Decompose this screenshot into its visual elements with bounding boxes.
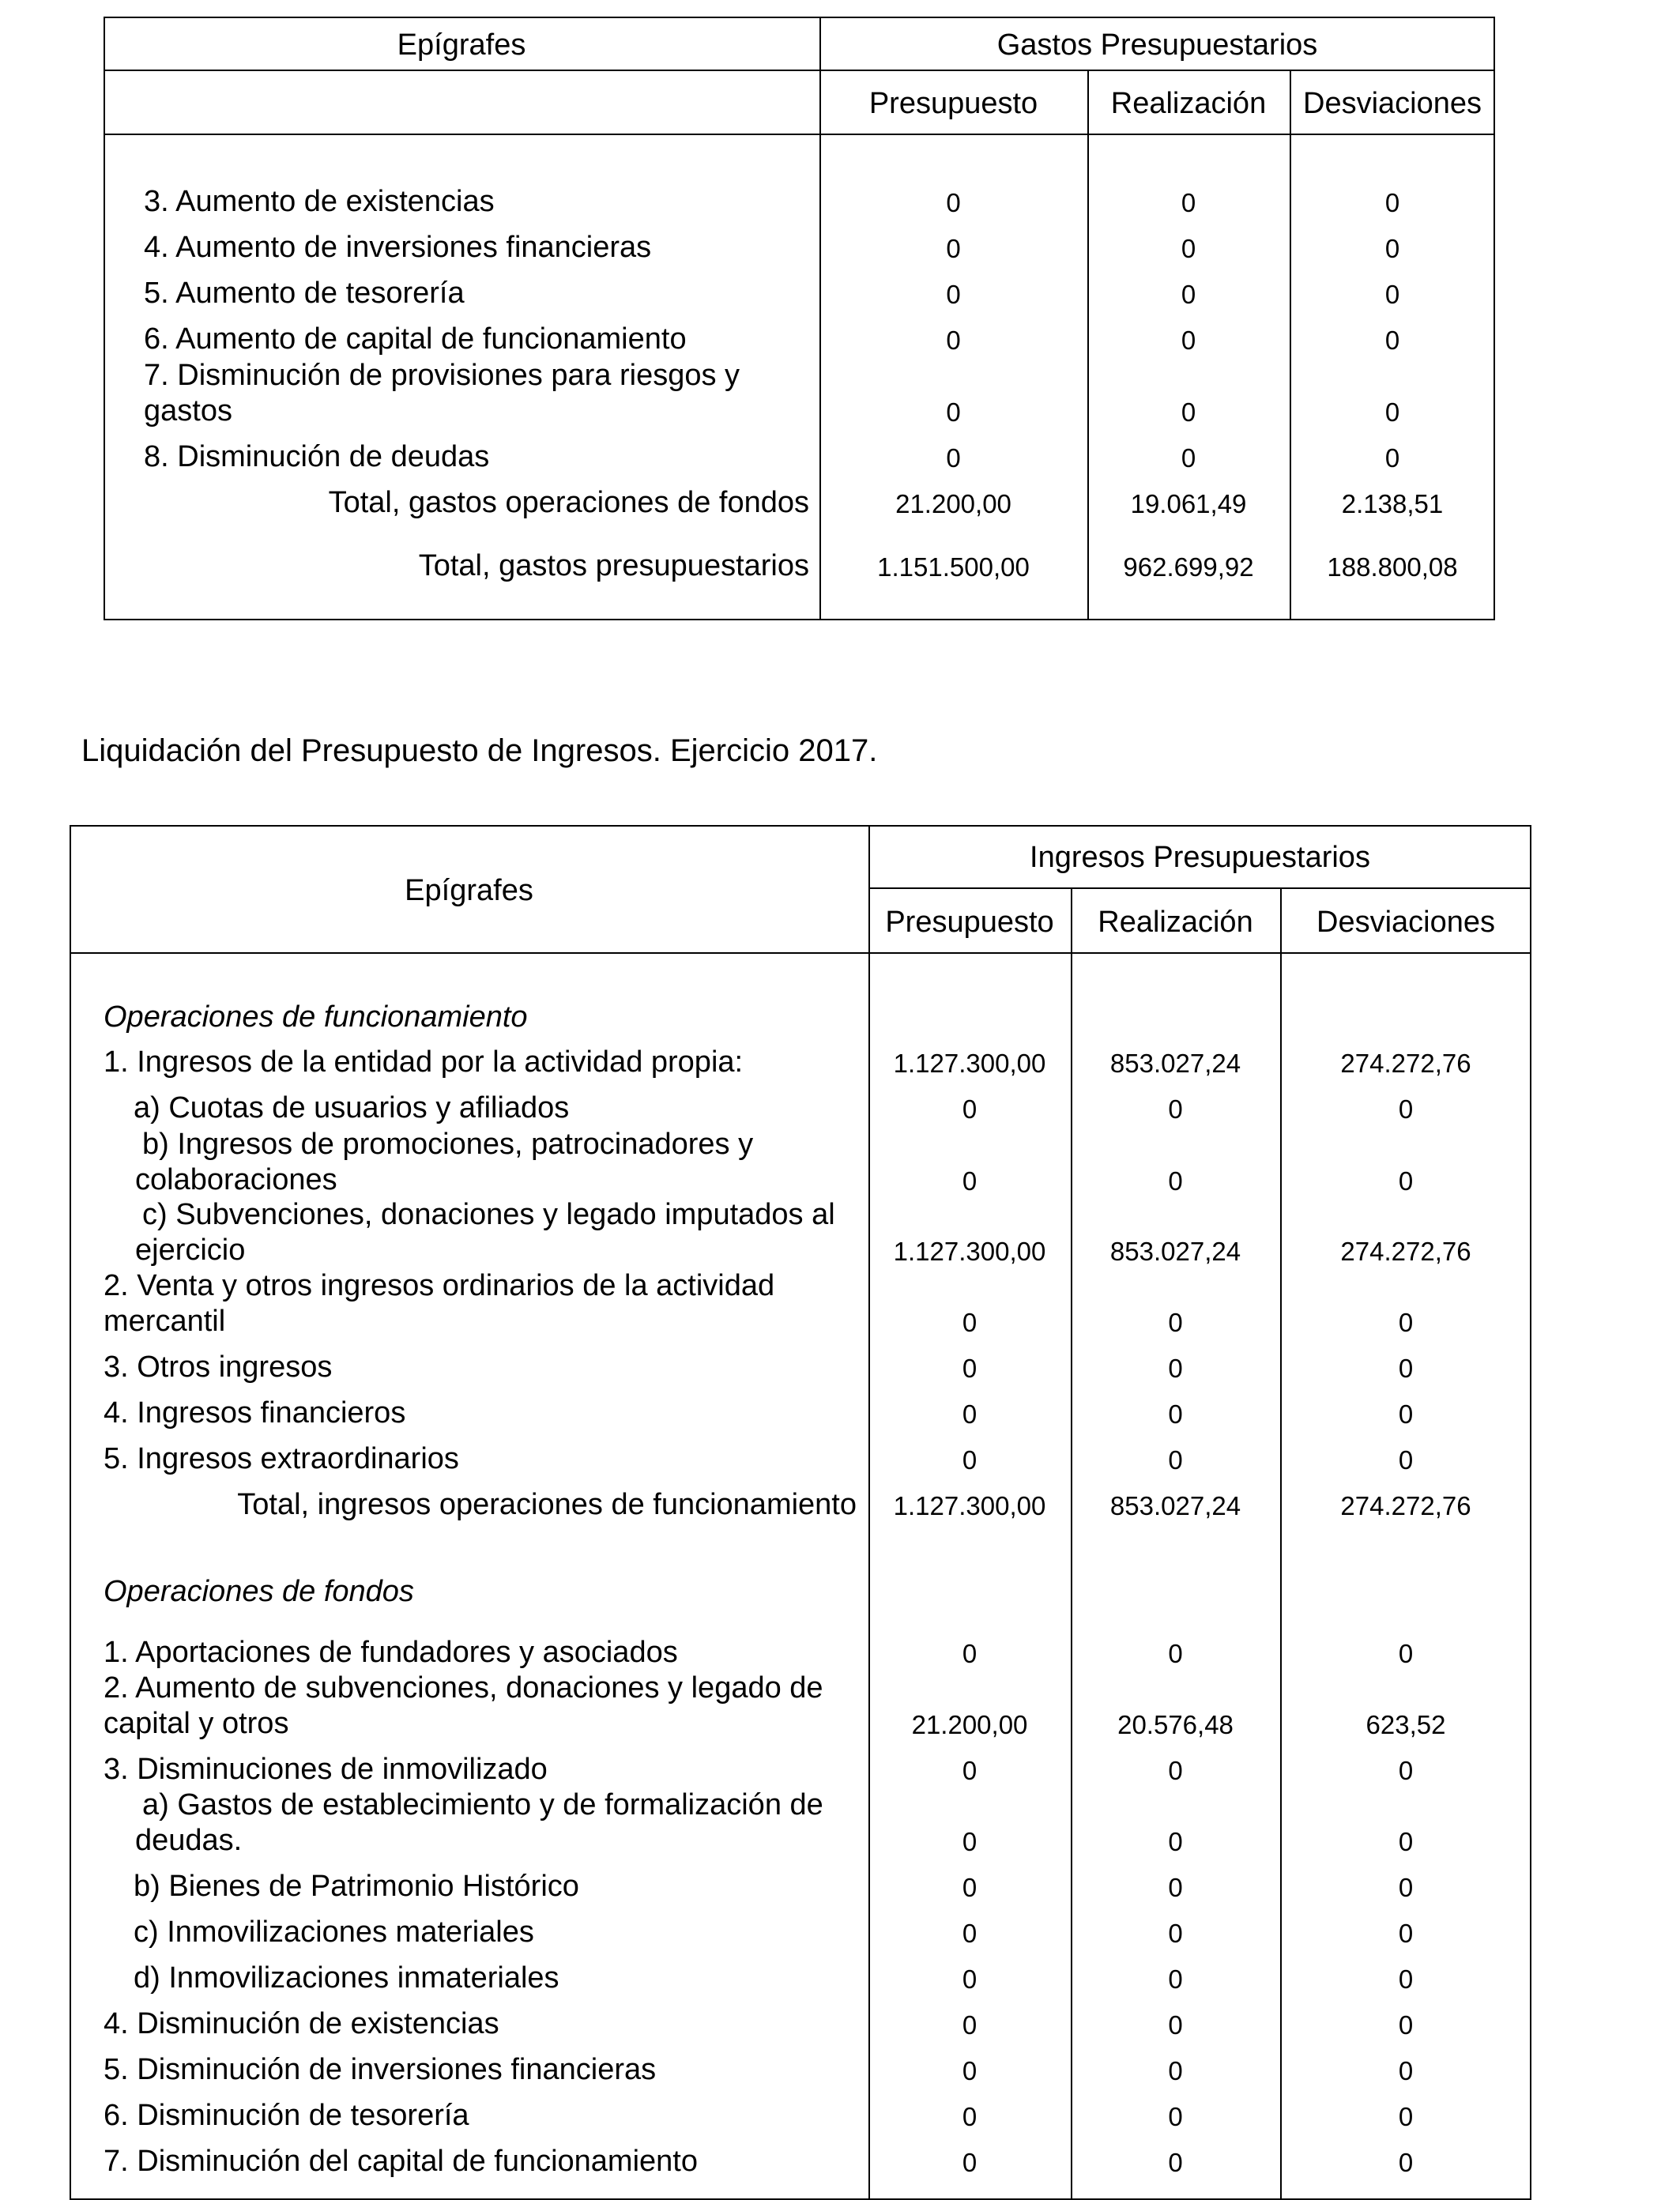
row-label-total: Total, ingresos operaciones de funcionamiento [237, 1488, 857, 1521]
cell-presupuesto: 1.127.300,00 [893, 1049, 1046, 1078]
col-presupuesto: Presupuesto [868, 87, 1038, 120]
cell-realizacion: 0 [1168, 1354, 1183, 1383]
cell-desviaciones: 0 [1398, 1827, 1414, 1856]
cell-realizacion: 19.061,49 [1130, 489, 1247, 518]
row-label-total: Total, gastos presupuestarios [418, 549, 809, 582]
cell-realizacion: 962.699,92 [1123, 552, 1254, 582]
row-label: 1. Ingresos de la entidad por la actividad propia: [104, 1045, 744, 1079]
cell-desviaciones: 2.138,51 [1341, 489, 1444, 518]
cell-presupuesto: 0 [962, 1354, 977, 1383]
cell-realizacion: 853.027,24 [1109, 1237, 1241, 1266]
cell-realizacion: 0 [1168, 1965, 1183, 1994]
row-label: 2. Aumento de subvenciones, donaciones y legado de [104, 1671, 823, 1705]
row-label: b) Ingresos de promociones, patrocinadores y [142, 1128, 754, 1161]
row-label: 8. Disminución de deudas [144, 440, 490, 473]
cell-presupuesto: 21.200,00 [895, 489, 1011, 518]
cell-desviaciones: 0 [1384, 188, 1400, 217]
row-label: 3. Aumento de existencias [144, 185, 495, 218]
cell-presupuesto: 1.127.300,00 [893, 1491, 1046, 1520]
cell-desviaciones: 0 [1398, 2010, 1414, 2040]
cell-realizacion: 0 [1168, 1827, 1183, 1856]
cell-presupuesto: 0 [946, 234, 961, 263]
row-label: 3. Disminuciones de inmovilizado [104, 1753, 548, 1786]
divider [70, 952, 1531, 954]
row-label: 3. Otros ingresos [104, 1351, 333, 1384]
cell-presupuesto: 0 [962, 1639, 977, 1668]
row-label: 2. Venta y otros ingresos ordinarios de la actividad [104, 1269, 775, 1302]
row-label: a) Gastos de establecimiento y de formalización de [142, 1788, 823, 1821]
cell-desviaciones: 0 [1398, 1639, 1414, 1668]
cell-presupuesto: 0 [962, 1308, 977, 1337]
cell-presupuesto: 1.151.500,00 [877, 552, 1030, 582]
cell-presupuesto: 0 [962, 1873, 977, 1902]
cell-desviaciones: 274.272,76 [1340, 1049, 1471, 1078]
cell-realizacion: 0 [1181, 188, 1196, 217]
cell-presupuesto: 0 [962, 1445, 977, 1475]
cell-realizacion: 853.027,24 [1109, 1491, 1241, 1520]
row-label-continued: colaboraciones [135, 1163, 337, 1196]
cell-desviaciones: 188.800,08 [1327, 552, 1458, 582]
cell-realizacion: 0 [1168, 1094, 1183, 1124]
row-label: 6. Aumento de capital de funcionamiento [144, 322, 687, 356]
row-label: 4. Disminución de existencias [104, 2007, 499, 2040]
cell-realizacion: 20.576,48 [1117, 1710, 1234, 1739]
header-gastos-presupuestarios: Gastos Presupuestarios [996, 28, 1318, 62]
divider [868, 887, 1531, 889]
divider [1071, 889, 1072, 2200]
row-label: 5. Aumento de tesorería [144, 277, 465, 310]
cell-desviaciones: 0 [1398, 1919, 1414, 1948]
cell-desviaciones: 274.272,76 [1340, 1491, 1471, 1520]
cell-desviaciones: 0 [1398, 1354, 1414, 1383]
cell-presupuesto: 0 [946, 188, 961, 217]
cell-realizacion: 0 [1181, 234, 1196, 263]
row-label: 5. Ingresos extraordinarios [104, 1442, 459, 1475]
col-desviaciones: Desviaciones [1303, 87, 1482, 120]
cell-realizacion: 0 [1168, 1756, 1183, 1785]
cell-desviaciones: 623,52 [1365, 1710, 1446, 1739]
row-label-total: Total, gastos operaciones de fondos [328, 486, 809, 519]
cell-realizacion: 0 [1181, 280, 1196, 309]
row-label: 4. Ingresos financieros [104, 1396, 406, 1430]
cell-presupuesto: 0 [962, 1399, 977, 1429]
header-ingresos-presupuestarios: Ingresos Presupuestarios [1030, 841, 1370, 874]
cell-desviaciones: 0 [1398, 1308, 1414, 1337]
row-label: b) Bienes de Patrimonio Histórico [134, 1870, 579, 1903]
cell-realizacion: 0 [1181, 326, 1196, 355]
col-realizacion: Realización [1110, 87, 1267, 120]
row-label: 1. Aportaciones de fundadores y asociados [104, 1636, 678, 1669]
cell-realizacion: 853.027,24 [1109, 1049, 1241, 1078]
cell-realizacion: 0 [1168, 2148, 1183, 2177]
cell-presupuesto: 0 [962, 2010, 977, 2040]
cell-realizacion: 0 [1168, 1166, 1183, 1196]
cell-presupuesto: 0 [962, 1094, 977, 1124]
cell-realizacion: 0 [1168, 2056, 1183, 2085]
cell-presupuesto: 0 [946, 443, 961, 473]
cell-realizacion: 0 [1168, 1919, 1183, 1948]
row-label: 6. Disminución de tesorería [104, 2099, 469, 2132]
cell-desviaciones: 0 [1398, 1166, 1414, 1196]
row-label: 7. Disminución de provisiones para riesgos y [144, 359, 740, 392]
income-section-title: Liquidación del Presupuesto de Ingresos. Ejercicio 2017. [81, 733, 878, 768]
cell-presupuesto: 21.200,00 [911, 1710, 1028, 1739]
cell-desviaciones: 274.272,76 [1340, 1237, 1471, 1266]
divider [104, 134, 1495, 135]
cell-realizacion: 0 [1168, 2010, 1183, 2040]
cell-presupuesto: 0 [962, 1166, 977, 1196]
cell-realizacion: 0 [1168, 1873, 1183, 1902]
cell-presupuesto: 1.127.300,00 [893, 1237, 1046, 1266]
cell-presupuesto: 0 [962, 1965, 977, 1994]
row-label: 7. Disminución del capital de funcionamiento [104, 2145, 698, 2178]
cell-desviaciones: 0 [1384, 443, 1400, 473]
row-label-continued: gastos [144, 394, 232, 428]
section-heading-fondos: Operaciones de fondos [104, 1575, 414, 1608]
cell-desviaciones: 0 [1398, 1873, 1414, 1902]
cell-realizacion: 0 [1181, 397, 1196, 427]
row-label-continued: mercantil [104, 1305, 226, 1338]
cell-desviaciones: 0 [1398, 1399, 1414, 1429]
cell-desviaciones: 0 [1398, 1094, 1414, 1124]
row-label: c) Subvenciones, donaciones y legado imputados al [142, 1198, 835, 1231]
divider [104, 70, 1495, 71]
divider [1280, 889, 1282, 2200]
header-epigrafes: Epígrafes [397, 28, 526, 62]
cell-desviaciones: 0 [1398, 1756, 1414, 1785]
cell-desviaciones: 0 [1398, 1965, 1414, 1994]
section-heading-funcionamiento: Operaciones de funcionamiento [104, 1000, 528, 1034]
cell-desviaciones: 0 [1384, 326, 1400, 355]
row-label-continued: capital y otros [104, 1707, 289, 1740]
cell-presupuesto: 0 [962, 2056, 977, 2085]
cell-realizacion: 0 [1168, 1399, 1183, 1429]
row-label: c) Inmovilizaciones materiales [134, 1916, 534, 1949]
col-realizacion: Realización [1098, 906, 1253, 939]
cell-desviaciones: 0 [1384, 280, 1400, 309]
cell-desviaciones: 0 [1384, 397, 1400, 427]
row-label: 5. Disminución de inversiones financieras [104, 2053, 657, 2086]
cell-desviaciones: 0 [1398, 2056, 1414, 2085]
cell-presupuesto: 0 [946, 397, 961, 427]
cell-presupuesto: 0 [962, 2102, 977, 2131]
cell-realizacion: 0 [1168, 1639, 1183, 1668]
cell-presupuesto: 0 [962, 2148, 977, 2177]
cell-desviaciones: 0 [1398, 2148, 1414, 2177]
cell-realizacion: 0 [1168, 2102, 1183, 2131]
cell-realizacion: 0 [1168, 1308, 1183, 1337]
cell-presupuesto: 0 [962, 1756, 977, 1785]
row-label: 4. Aumento de inversiones financieras [144, 231, 652, 264]
cell-desviaciones: 0 [1398, 1445, 1414, 1475]
header-epigrafes: Epígrafes [405, 874, 533, 907]
cell-presupuesto: 0 [962, 1919, 977, 1948]
row-label: d) Inmovilizaciones inmateriales [134, 1961, 559, 1995]
cell-presupuesto: 0 [946, 326, 961, 355]
cell-desviaciones: 0 [1398, 2102, 1414, 2131]
cell-presupuesto: 0 [946, 280, 961, 309]
row-label-continued: ejercicio [135, 1234, 246, 1267]
cell-presupuesto: 0 [962, 1827, 977, 1856]
cell-realizacion: 0 [1168, 1445, 1183, 1475]
col-presupuesto: Presupuesto [885, 906, 1054, 939]
col-desviaciones: Desviaciones [1317, 906, 1495, 939]
row-label-continued: deudas. [135, 1824, 243, 1857]
cell-realizacion: 0 [1181, 443, 1196, 473]
row-label: a) Cuotas de usuarios y afiliados [134, 1091, 570, 1124]
cell-desviaciones: 0 [1384, 234, 1400, 263]
